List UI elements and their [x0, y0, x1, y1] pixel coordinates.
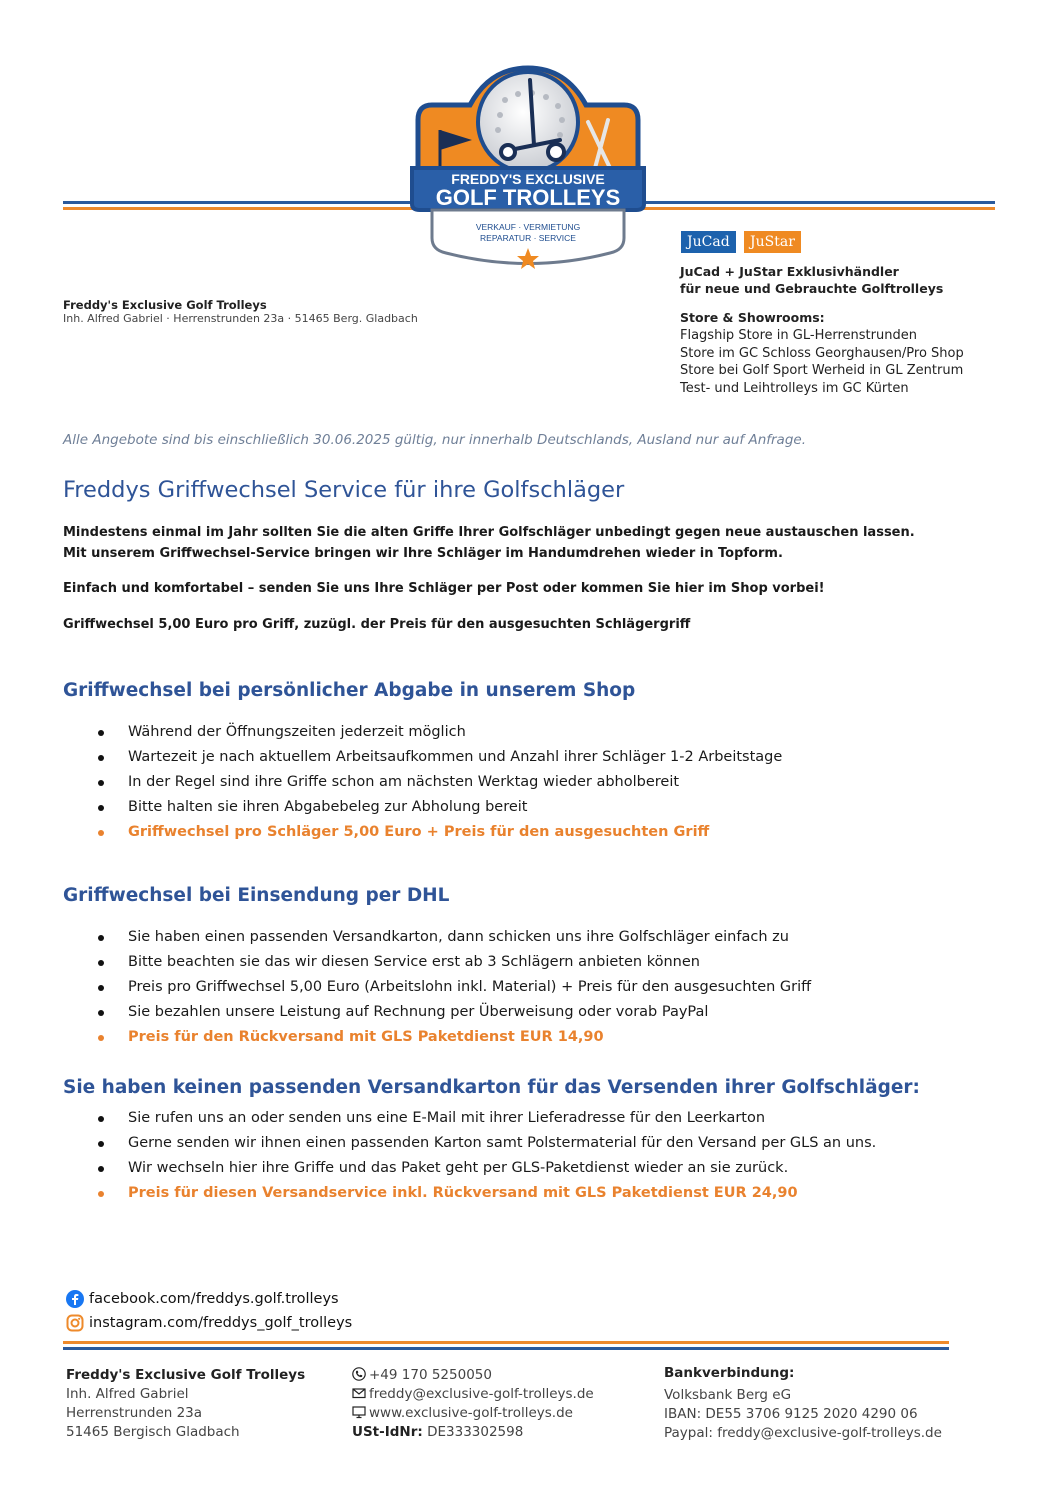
mail-icon [352, 1386, 366, 1400]
stores-heading: Store & Showrooms: [680, 310, 825, 325]
bullet-icon [98, 805, 104, 811]
footer-stripe-orange [63, 1341, 949, 1344]
list-item: Preis pro Griffwechsel 5,00 Euro (Arbeitslohn inkl. Material) + Preis für den ausgesuchten Griff [63, 975, 811, 1000]
vat-value: DE333302598 [427, 1424, 524, 1440]
store-item: Flagship Store in GL-Herrenstrunden [680, 328, 917, 343]
header-stripe-blue-right [643, 201, 995, 204]
list-item: Sie rufen uns an oder senden uns eine E-Mail mit ihrer Lieferadresse für den Leerkarton [63, 1106, 876, 1131]
logo-line3: VERKAUF · VERMIETUNG [475, 222, 581, 232]
store-item: Store im GC Schloss Georghausen/Pro Shop [680, 345, 964, 361]
list-item: Wartezeit je nach aktuellem Arbeitsaufkommen und Anzahl ihrer Schläger 1-2 Arbeitstage [63, 745, 782, 770]
logo-line2: GOLF TROLLEYS [435, 185, 621, 210]
bank-iban: IBAN: DE55 3706 9125 2020 4290 06 [664, 1406, 918, 1422]
facebook-link[interactable]: facebook.com/freddys.golf.trolleys [66, 1290, 339, 1308]
list-item: In der Regel sind ihre Griffe schon am nächsten Werktag wieder abholbereit [63, 770, 782, 795]
store-item: Test- und Leihtrolleys im GC Kürten [680, 380, 909, 396]
intro-paragraph-1 [63, 522, 915, 564]
dealer-line2: für neue und Gebrauchte Golftrolleys [680, 281, 944, 296]
footer-web[interactable]: www.exclusive-golf-trolleys.de [352, 1404, 594, 1423]
footer-company: Freddy's Exclusive Golf Trolleys [66, 1367, 306, 1383]
logo-line1: FREDDY'S EXCLUSIVE [451, 171, 605, 187]
dealer-line1: JuCad + JuStar Exklusivhändler [680, 264, 899, 279]
footer-contact [352, 1366, 594, 1442]
section1-list [63, 720, 782, 845]
sender-address: Inh. Alfred Gabriel · Herrenstrunden 23a · 51465 Berg. Gladbach [63, 312, 418, 325]
intro-paragraph-2: Einfach und komfortabel – senden Sie uns Ihre Schläger per Post oder kommen Sie hier im Shop vorbei! [63, 581, 825, 596]
company-logo [410, 60, 646, 275]
footer-bank [664, 1364, 942, 1443]
list-item: Bitte halten sie ihren Abgabebeleg zur Abholung bereit [63, 795, 782, 820]
instagram-icon [66, 1314, 84, 1332]
list-item-price: Preis für den Rückversand mit GLS Paketdienst EUR 14,90 [63, 1025, 811, 1050]
stores-list [680, 327, 964, 397]
bullet-icon [98, 1166, 104, 1172]
bank-heading: Bankverbindung: [664, 1365, 795, 1381]
bullet-icon [98, 1010, 104, 1016]
section3-heading: Sie haben keinen passenden Versandkarton für das Versenden ihrer Golfschläger: [63, 1077, 920, 1098]
footer-phone[interactable]: +49 170 5250050 [352, 1366, 594, 1385]
bank-paypal: Paypal: freddy@exclusive-golf-trolleys.de [664, 1425, 942, 1441]
vat-label: USt-IdNr: [352, 1424, 423, 1440]
logo-line4: REPARATUR · SERVICE [480, 233, 576, 243]
section2-heading: Griffwechsel bei Einsendung per DHL [63, 885, 450, 906]
bank-name: Volksbank Berg eG [664, 1387, 792, 1403]
dealer-info [680, 263, 943, 297]
bullet-icon [98, 960, 104, 966]
footer-city: 51465 Bergisch Gladbach [66, 1424, 240, 1440]
section3-list [63, 1106, 876, 1206]
footer-address [66, 1366, 305, 1442]
bullet-icon [98, 780, 104, 786]
header-stripe-orange-right [643, 207, 995, 210]
bullet-icon [98, 730, 104, 736]
bullet-icon [98, 1035, 104, 1041]
footer-vat [352, 1423, 594, 1442]
footer-street: Herrenstrunden 23a [66, 1405, 203, 1421]
instagram-link[interactable]: instagram.com/freddys_golf_trolleys [66, 1314, 352, 1332]
store-item: Store bei Golf Sport Werheid in GL Zentrum [680, 363, 964, 378]
justar-logo: JuStar [744, 231, 801, 253]
list-item: Sie haben einen passenden Versandkarton, dann schicken uns ihre Golfschläger einfach zu [63, 925, 811, 950]
footer-stripe-blue [63, 1347, 949, 1350]
intro-line1: Mindestens einmal im Jahr sollten Sie die alten Griffe Ihrer Golfschläger unbedingt gegen neue austauschen lassen. [63, 525, 915, 540]
list-item-price: Preis für diesen Versandservice inkl. Rückversand mit GLS Paketdienst EUR 24,90 [63, 1181, 876, 1206]
intro-paragraph-3: Griffwechsel 5,00 Euro pro Griff, zuzügl. der Preis für den ausgesuchten Schlägergriff [63, 617, 691, 632]
footer-email[interactable]: freddy@exclusive-golf-trolleys.de [352, 1385, 594, 1404]
list-item: Wir wechseln hier ihre Griffe und das Paket geht per GLS-Paketdienst wieder an sie zurück. [63, 1156, 876, 1181]
footer-owner: Inh. Alfred Gabriel [66, 1386, 189, 1402]
header-stripe-orange-left [63, 207, 413, 210]
list-item: Während der Öffnungszeiten jederzeit möglich [63, 720, 782, 745]
monitor-icon [352, 1405, 366, 1419]
header-stripe-blue-left [63, 201, 413, 204]
section2-list [63, 925, 811, 1050]
bullet-icon [98, 1141, 104, 1147]
page-title: Freddys Griffwechsel Service für ihre Golfschläger [63, 477, 625, 503]
intro-line2: Mit unserem Griffwechsel-Service bringen wir Ihre Schläger im Handumdrehen wieder in Topform. [63, 546, 783, 561]
bullet-icon [98, 830, 104, 836]
jucad-logo: JuCad [681, 231, 736, 253]
list-item: Sie bezahlen unsere Leistung auf Rechnung per Überweisung oder vorab PayPal [63, 1000, 811, 1025]
sender-name: Freddy's Exclusive Golf Trolleys [63, 298, 267, 312]
bullet-icon [98, 755, 104, 761]
bullet-icon [98, 1191, 104, 1197]
list-item: Bitte beachten sie das wir diesen Service erst ab 3 Schlägern anbieten können [63, 950, 811, 975]
phone-icon [352, 1367, 366, 1381]
list-item: Gerne senden wir ihnen einen passenden Karton samt Polstermaterial für den Versand per GLS an uns. [63, 1131, 876, 1156]
bullet-icon [98, 985, 104, 991]
bullet-icon [98, 935, 104, 941]
facebook-icon [66, 1290, 84, 1308]
bullet-icon [98, 1116, 104, 1122]
section1-heading: Griffwechsel bei persönlicher Abgabe in unserem Shop [63, 680, 636, 701]
list-item-price: Griffwechsel pro Schläger 5,00 Euro + Preis für den ausgesuchten Griff [63, 820, 782, 845]
offer-validity-note: Alle Angebote sind bis einschließlich 30.06.2025 gültig, nur innerhalb Deutschlands, Ausland nur auf Anfrage. [63, 432, 806, 448]
